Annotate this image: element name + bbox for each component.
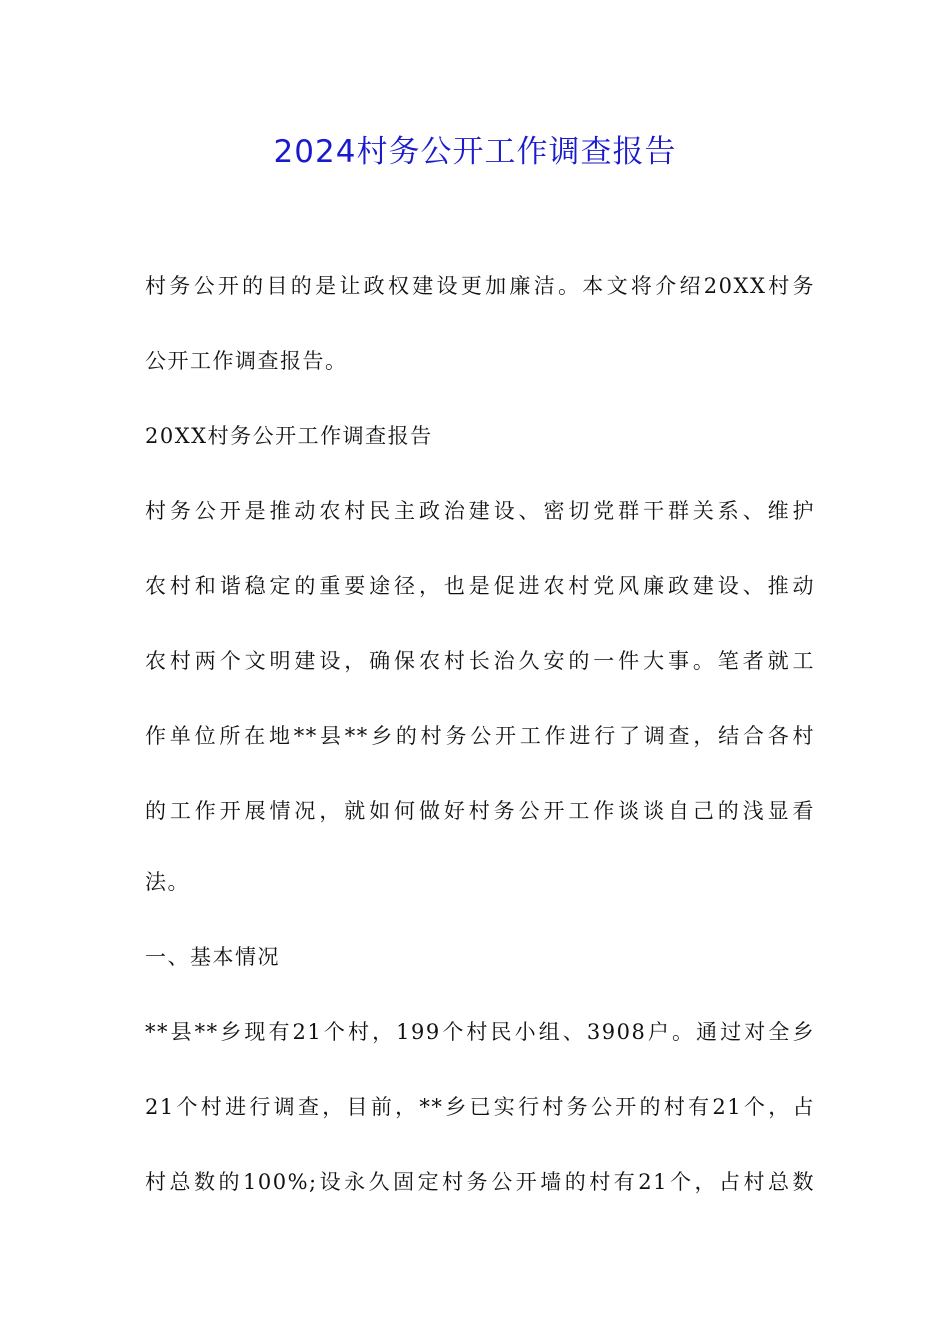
body-line: **县**乡现有21个村，199个村民小组、3908户。通过对全乡 bbox=[145, 1020, 815, 1044]
body-line: 作单位所在地**县**乡的村务公开工作进行了调查，结合各村 bbox=[145, 724, 815, 748]
body-line: 农村和谐稳定的重要途径，也是促进农村党风廉政建设、推动 bbox=[145, 574, 815, 598]
section-heading: 一、基本情况 bbox=[145, 945, 280, 969]
body-line: 21个村进行调查，目前，**乡已实行村务公开的村有21个，占 bbox=[145, 1095, 815, 1119]
section-heading: 20XX村务公开工作调查报告 bbox=[145, 424, 433, 448]
body-line: 公开工作调查报告。 bbox=[145, 349, 348, 373]
body-line: 村总数的100%;设永久固定村务公开墙的村有21个，占村总数 bbox=[145, 1170, 815, 1194]
body-line: 的工作开展情况，就如何做好村务公开工作谈谈自己的浅显看 bbox=[145, 799, 815, 823]
body-line: 村务公开的目的是让政权建设更加廉洁。本文将介绍20XX村务 bbox=[145, 274, 815, 298]
body-line: 农村两个文明建设，确保农村长治久安的一件大事。笔者就工 bbox=[145, 649, 815, 673]
body-line: 法。 bbox=[145, 870, 190, 894]
body-line: 村务公开是推动农村民主政治建设、密切党群干群关系、维护 bbox=[145, 499, 815, 523]
document-title: 2024村务公开工作调查报告 bbox=[273, 134, 677, 170]
